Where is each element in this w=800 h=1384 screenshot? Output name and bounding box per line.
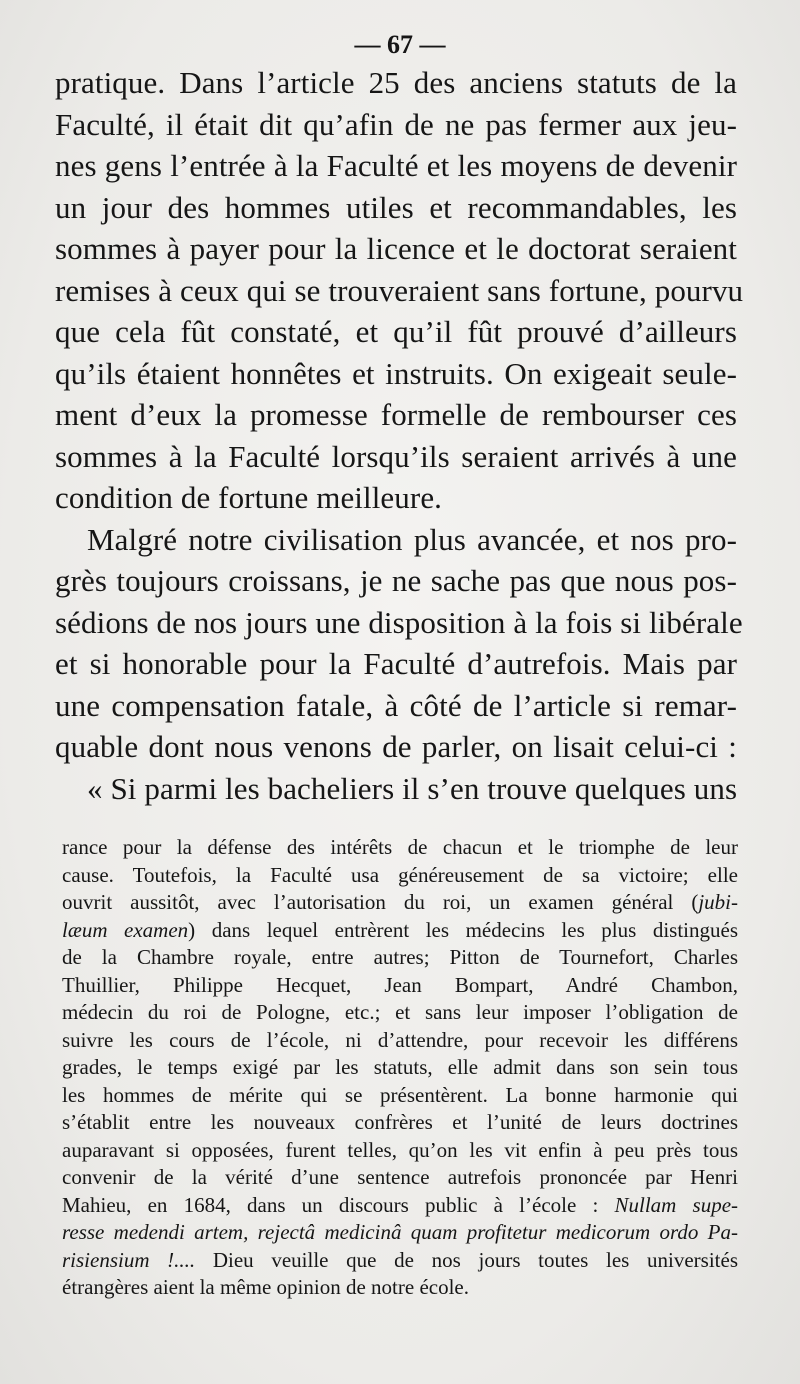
text-line: « Si parmi les bacheliers il s’en trouve quelques uns bbox=[87, 770, 738, 806]
text-line: nes gens l’entrée à la Faculté et les moyens de devenir bbox=[55, 148, 737, 183]
text-line: et si honorable pour la Faculté d’autrefois. Mais par bbox=[55, 646, 737, 681]
footnote-line: læum examen) dans lequel entrèrent les médecins les plus distingués bbox=[62, 917, 738, 942]
footnote-line: médecin du roi de Pologne, etc.; et sans leur imposer l’obligation de bbox=[62, 1000, 738, 1024]
footnote-line: risiensium !.... Dieu veuille que de nos jours toutes les universités bbox=[62, 1247, 739, 1272]
text-line: qu’ils étaient honnêtes et instruits. On exigeait seule- bbox=[55, 355, 737, 391]
footnote-line: auparavant si opposées, furent telles, qu’on les vit enfin à peu près tous bbox=[62, 1137, 738, 1162]
footnote-line: Thuillier, Philippe Hecquet, Jean Bompart, André Chambon, bbox=[62, 972, 738, 997]
footnote-line: s’établit entre les nouveaux confrères et l’unité de leurs doctrines bbox=[62, 1110, 738, 1134]
text-line: que cela fût constaté, et qu’il fût prouvé d’ailleurs bbox=[55, 314, 737, 349]
text-line: remises à ceux qui se trouveraient sans fortune, pourvu bbox=[55, 272, 744, 308]
text-line: Malgré notre civilisation plus avancée, et nos pro- bbox=[87, 521, 737, 557]
footnote-line: grades, le temps exigé par les statuts, elle admit dans son sein tous bbox=[62, 1055, 738, 1079]
footnote-line: convenir de la vérité d’une sentence autrefois prononcée par Henri bbox=[62, 1165, 738, 1189]
text-line: quable dont nous venons de parler, on lisait celui-ci : bbox=[55, 729, 737, 764]
footnote-line: de la Chambre royale, entre autres; Pitton de Tournefort, Charles bbox=[62, 945, 738, 969]
footnote-line: ouvrit aussitôt, avec l’autorisation du roi, un examen général (jubi- bbox=[62, 890, 738, 914]
footnote-line: rance pour la défense des intérêts de chacun et le triomphe de leur bbox=[62, 835, 738, 859]
text-line: ment d’eux la promesse formelle de rembourser ces bbox=[55, 397, 737, 432]
footnote-line: étrangères aient la même opinion de notre école. bbox=[62, 1275, 469, 1299]
footnote-line: les hommes de mérite qui se présentèrent. La bonne harmonie qui bbox=[62, 1082, 738, 1107]
text-line: condition de fortune meilleure. bbox=[55, 480, 443, 515]
text-line: sédions de nos jours une disposition à la fois si libérale bbox=[55, 604, 743, 640]
text-line: sommes à la Faculté lorsqu’ils seraient arrivés à une bbox=[55, 438, 737, 474]
text-line: Faculté, il était dit qu’afin de ne pas fermer aux jeu- bbox=[55, 106, 737, 142]
text-line: pratique. Dans l’article 25 des anciens statuts de la bbox=[55, 65, 737, 100]
footnote bbox=[62, 834, 738, 1302]
footnote-line: suivre les cours de l’école, ni d’attendre, pour recevoir les différens bbox=[62, 1027, 738, 1052]
footnote-line: cause. Toutefois, la Faculté usa généreusement de sa victoire; elle bbox=[62, 862, 738, 887]
text-line: un jour des hommes utiles et recommandables, les bbox=[55, 189, 737, 225]
text-line: une compensation fatale, à côté de l’article si remar- bbox=[55, 687, 737, 723]
page-number: — 67 — bbox=[354, 30, 446, 59]
footnote-line: resse medendi artem, rejectâ medicinâ quam profitetur medicorum ordo Pa- bbox=[62, 1220, 738, 1244]
main-text bbox=[55, 62, 744, 809]
text-line: grès toujours croissans, je ne sache pas que nous pos- bbox=[55, 563, 737, 598]
footnote-line: Mahieu, en 1684, dans un discours public à l’école : Nullam supe- bbox=[62, 1192, 739, 1217]
text-line: sommes à payer pour la licence et le doctorat seraient bbox=[55, 231, 737, 266]
